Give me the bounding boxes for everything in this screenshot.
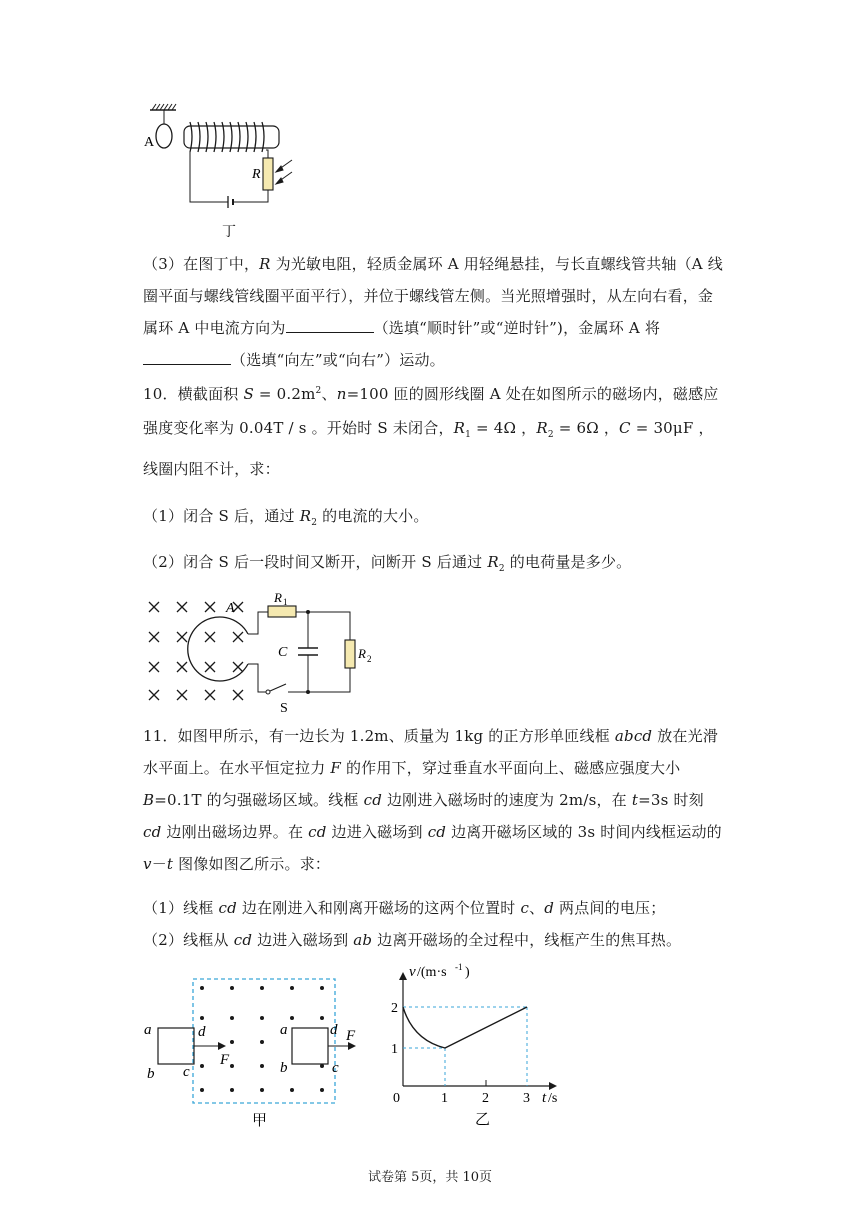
y-tick-1: 1 bbox=[391, 1042, 398, 1057]
svg-text:0: 0 bbox=[393, 1091, 400, 1106]
svg-text:C: C bbox=[278, 645, 288, 660]
vt-curve bbox=[403, 1007, 527, 1048]
svg-text:): ) bbox=[465, 965, 470, 980]
svg-text:A: A bbox=[226, 601, 235, 616]
x-tick-2: 2 bbox=[482, 1091, 489, 1106]
svg-text:b: b bbox=[280, 1060, 288, 1076]
svg-text:d: d bbox=[198, 1024, 206, 1040]
photoresistor-label: R bbox=[252, 167, 261, 182]
figure-ding-caption: 丁 bbox=[222, 225, 236, 240]
svg-text:-1: -1 bbox=[455, 962, 463, 972]
q9-part3-text: （3）在图丁中，R 为光敏电阻，轻质金属环 A 用轻绳悬挂，与长直螺线管共轴（A 线圈平面与螺线管线圈平面平行），并位于螺线管左侧。当光照增强时，从左向右看，金属环 A 中电流方向为 （选填“顺时针”或“逆时针”)，金属环 A 将（选填“向左”或“向右”）运动。 bbox=[143, 255, 723, 369]
y-tick-2: 2 bbox=[391, 1001, 398, 1016]
svg-text:c: c bbox=[183, 1064, 190, 1080]
q10-intro-text: 10．横截面积 $S = 0.2m^2$、n=100 匝的圆形线圈 A 处在如图所示的磁场内，磁感应强度变化率为 0.04T / s 。开始时 S 未闭合，$R_1 = 4\Omega$ ，$R_2 = 6\Omega$ ，C = 30μF ，线圈内阻不计，求： bbox=[143, 385, 719, 478]
frame-right bbox=[292, 1028, 328, 1064]
q10-circuit-figure bbox=[140, 592, 370, 717]
q11-intro-text: 11．如图甲所示，有一边长为 1.2m、质量为 1kg 的正方形单匝线框 abcd 放在光滑水平面上。在水平恒定拉力 F 的作用下，穿过垂直水平面向上、磁感应强度大小 B=0.1T 的匀强磁场区域。线框 cd 边刚进入磁场时的速度为 2m/s，在 t=3s 时刻 cd 边刚出磁场边界。在 cd 边进入磁场到 cd 边离开磁场区域的 3s 时间内线框运动的 v－t 图像如图乙所示。求： bbox=[143, 727, 722, 873]
figure-yi-vt-graph bbox=[385, 962, 565, 1132]
q10-sub1-text: （1）闭合 S 后，通过 $R_2$ 的电流的大小。 bbox=[143, 507, 429, 528]
resistor-r1 bbox=[268, 606, 296, 617]
svg-text:1: 1 bbox=[283, 597, 288, 607]
page-footer: 试卷第 5页，共 10页 bbox=[367, 1170, 493, 1185]
q11-sub1-text: （1）线框 cd 边在刚进入和刚离开磁场的这两个位置时 c、d 两点间的电压； bbox=[143, 899, 666, 917]
q10-sub2-text: （2）闭合 S 后一段时间又断开，问断开 S 后通过 $R_2$ 的电荷量是多少。 bbox=[143, 553, 632, 574]
svg-text:a: a bbox=[144, 1022, 152, 1038]
svg-text:/(m·s: /(m·s bbox=[417, 965, 447, 980]
answer-blank-current-direction[interactable] bbox=[286, 317, 374, 333]
x-tick-3: 3 bbox=[523, 1091, 530, 1106]
field-dots bbox=[200, 986, 324, 1092]
svg-text:2: 2 bbox=[367, 654, 372, 664]
svg-text:S: S bbox=[280, 701, 288, 716]
svg-text:b: b bbox=[147, 1066, 155, 1082]
svg-text:v: v bbox=[409, 964, 416, 980]
magnetic-field-region bbox=[193, 979, 335, 1103]
magnetic-field-crosses bbox=[149, 602, 243, 700]
svg-text:R: R bbox=[274, 590, 282, 605]
switch-s bbox=[270, 684, 286, 691]
svg-text:a: a bbox=[280, 1022, 288, 1038]
svg-text:R: R bbox=[358, 646, 366, 661]
svg-text:F: F bbox=[346, 1028, 356, 1044]
svg-text:F: F bbox=[220, 1052, 230, 1068]
resistor-r2 bbox=[345, 640, 355, 668]
svg-text:c: c bbox=[332, 1060, 339, 1076]
figure-jia-caption: 甲 bbox=[252, 1113, 268, 1129]
x-tick-1: 1 bbox=[441, 1091, 448, 1106]
coil-a bbox=[188, 617, 248, 681]
q11-sub2-text: （2）线框从 cd 边进入磁场到 ab 边离开磁场的全过程中，线框产生的焦耳热。 bbox=[143, 931, 682, 949]
figure-ding bbox=[140, 98, 310, 243]
figure-jia bbox=[140, 970, 375, 1130]
svg-text:d: d bbox=[330, 1022, 338, 1038]
ring-label: A bbox=[144, 135, 155, 150]
figure-yi-caption: 乙 bbox=[475, 1112, 491, 1128]
frame-left bbox=[158, 1028, 194, 1064]
svg-text:t: t bbox=[542, 1090, 547, 1106]
svg-text:/s: /s bbox=[548, 1091, 558, 1106]
answer-blank-ring-motion[interactable] bbox=[143, 349, 231, 365]
